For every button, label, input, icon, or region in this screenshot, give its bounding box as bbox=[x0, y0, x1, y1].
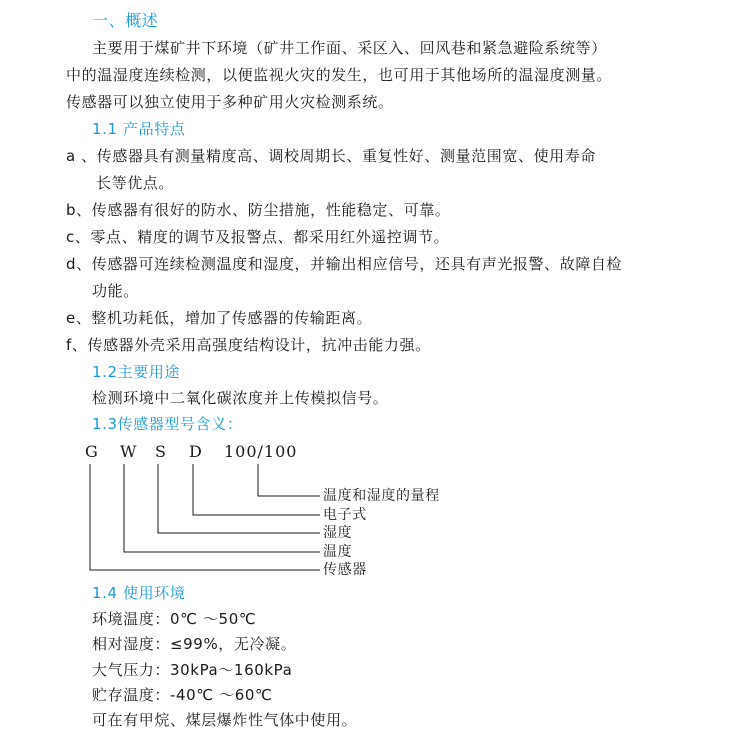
model-code-g: G bbox=[85, 442, 102, 461]
env-usage-condition: 可在有甲烷、煤层爆炸性气体中使用。 bbox=[92, 711, 358, 729]
model-heading: 1.3传感器型号含义： bbox=[92, 415, 243, 433]
usage-text: 检测环境中二氧化碳浓度并上传模拟信号。 bbox=[92, 389, 389, 407]
feature-item-f: f、传感器外壳采用高强度结构设计，抗冲击能力强。 bbox=[66, 336, 431, 354]
overview-heading: 一、概述 bbox=[92, 11, 159, 30]
connector-humidity bbox=[158, 464, 320, 533]
connector-temperature bbox=[124, 464, 320, 552]
feature-item-a-cont: 长等优点。 bbox=[96, 174, 175, 192]
env-ambient-temperature: 环境温度：0℃ ～50℃ bbox=[92, 610, 257, 628]
model-label-sensor: 传感器 bbox=[323, 562, 367, 578]
model-code-s: S bbox=[155, 442, 170, 461]
connector-electronic bbox=[193, 464, 320, 515]
model-label-humidity: 湿度 bbox=[323, 525, 353, 541]
env-relative-humidity: 相对湿度：≤99%，无冷凝。 bbox=[92, 635, 297, 653]
usage-heading: 1.2主要用途 bbox=[92, 363, 181, 381]
overview-line-1: 主要用于煤矿井下环境（矿井工作面、采区入、回风巷和紧急避险系统等） bbox=[92, 39, 607, 57]
feature-item-c: c、零点、精度的调节及报警点、都采用红外遥控调节。 bbox=[66, 228, 450, 246]
model-code-d: D bbox=[189, 442, 206, 461]
model-label-electronic: 电子式 bbox=[323, 507, 367, 523]
model-code-w: W bbox=[120, 442, 141, 461]
connector-range bbox=[258, 464, 320, 496]
model-code-range: 100/100 bbox=[224, 442, 298, 461]
environment-heading: 1.4 使用环境 bbox=[92, 584, 186, 602]
feature-item-d: d、传感器可连续检测温度和湿度，并输出相应信号，还具有声光报警、故障自检 bbox=[66, 255, 623, 273]
overview-line-2: 中的温湿度连续检测，以便监视火灾的发生，也可用于其他场所的温湿度测量。 bbox=[66, 66, 613, 84]
overview-line-3: 传感器可以独立使用于多种矿用火灾检测系统。 bbox=[66, 93, 394, 111]
model-label-temperature: 温度 bbox=[323, 544, 353, 560]
feature-item-b: b、传感器有很好的防水、防尘措施，性能稳定、可靠。 bbox=[66, 201, 451, 219]
features-heading: 1.1 产品特点 bbox=[92, 120, 186, 138]
env-storage-temperature: 贮存温度：-40℃ ～60℃ bbox=[92, 686, 273, 704]
feature-item-a: a 、传感器具有测量精度高、调校周期长、重复性好、测量范围宽、使用寿命 bbox=[66, 147, 596, 165]
feature-item-d-cont: 功能。 bbox=[92, 282, 139, 300]
env-atmospheric-pressure: 大气压力：30kPa～160kPa bbox=[92, 661, 293, 679]
model-label-range: 温度和湿度的量程 bbox=[323, 488, 440, 504]
feature-item-e: e、整机功耗低，增加了传感器的传输距离。 bbox=[66, 309, 373, 327]
